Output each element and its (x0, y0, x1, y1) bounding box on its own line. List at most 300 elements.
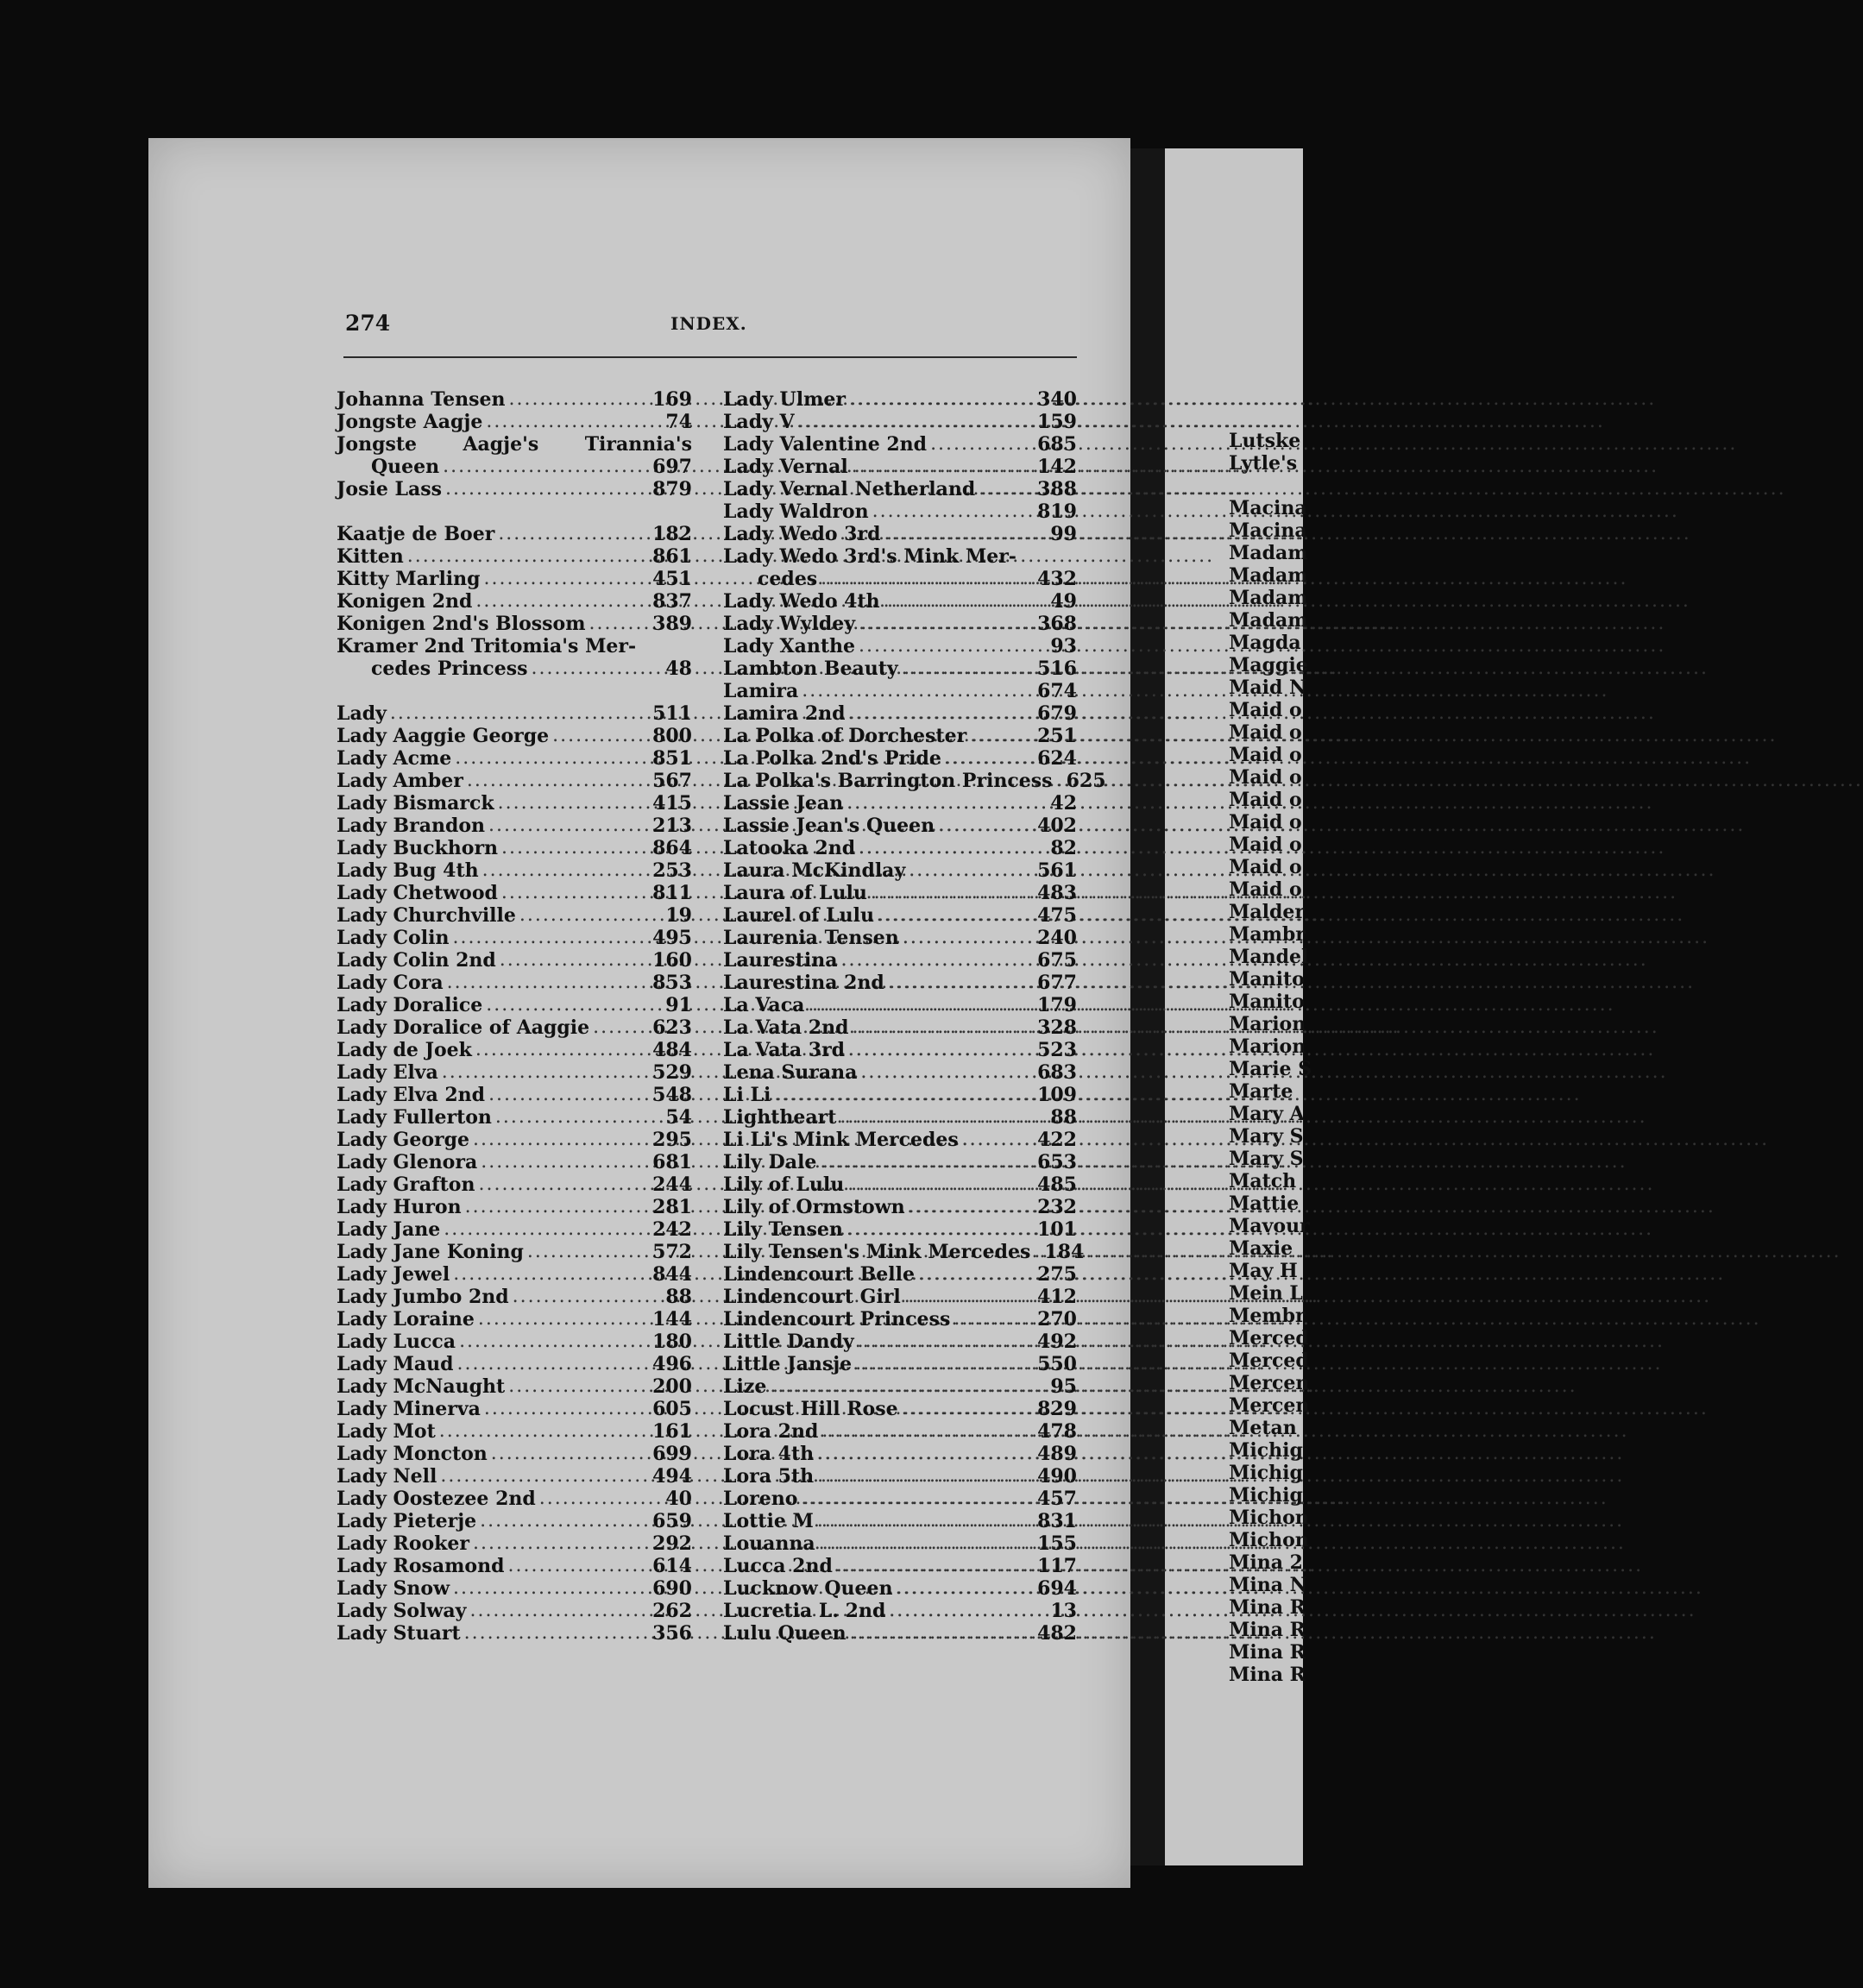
entry-page: 624 (1037, 747, 1077, 770)
entry-page: 432 (1037, 568, 1077, 590)
entry-page: 831 (1037, 1510, 1077, 1532)
entry-name: La Polka's Barrington Princess (723, 770, 1053, 792)
entry-page: 412 (1037, 1286, 1077, 1308)
entry-page: 475 (1037, 904, 1077, 927)
entry-page: 270 (1037, 1308, 1077, 1331)
entry-name: Lady Aaggie George (337, 725, 550, 747)
cropped-entry: Madam (1229, 564, 1308, 587)
entry-name: Konigen 2nd (337, 590, 473, 613)
entry-name: Kitten (337, 545, 404, 568)
entry-page: 516 (1037, 657, 1077, 680)
cropped-entry: Merced (1229, 1349, 1309, 1372)
index-entry (337, 1151, 692, 1173)
index-entry (337, 972, 692, 994)
entry-name: Lady Solway (337, 1600, 467, 1622)
entry-name: Lady Loraine (337, 1308, 475, 1331)
index-entry (337, 1443, 692, 1465)
entry-name: Lady Maud (337, 1353, 454, 1375)
entry-page: 109 (1037, 1084, 1077, 1106)
cropped-entry: Maid o (1229, 856, 1302, 878)
index-column-1 (337, 388, 692, 1645)
entry-page: 861 (652, 545, 692, 568)
entry-name: Lady George (337, 1129, 469, 1151)
entry-name: Latooka 2nd (723, 837, 856, 859)
index-entry (723, 1151, 1077, 1173)
cropped-entry: Manito (1229, 968, 1305, 991)
entry-page: 614 (652, 1555, 692, 1577)
leader-dots (457, 1353, 649, 1375)
entry-name-part: Aagje's (463, 433, 539, 456)
cropped-entry: Maggie (1229, 654, 1308, 676)
entry-name: Lily of Lulu (723, 1173, 845, 1196)
entry-name: Lady Vernal (723, 456, 848, 478)
cropped-entry: Michig (1229, 1462, 1303, 1484)
index-entry (337, 1106, 692, 1129)
entry-page: 550 (1037, 1353, 1077, 1375)
entry-name-part: Jongste (337, 433, 418, 456)
entry-name: Lassie Jean (723, 792, 844, 815)
entry-page: 295 (652, 1129, 692, 1151)
entry-page: 402 (1037, 815, 1077, 837)
entry-name: La Polka of Dorchester (723, 725, 967, 747)
entry-page: 494 (652, 1465, 692, 1488)
cropped-entry: Malder (1229, 901, 1305, 923)
index-entry (723, 657, 1077, 680)
index-entry (337, 1039, 692, 1061)
entry-name-continuation: cedes (758, 568, 818, 590)
index-entry (723, 1061, 1077, 1084)
index-entry (337, 815, 692, 837)
entry-name: Lady Colin (337, 927, 450, 949)
entry-name: Lily of Ormstown (723, 1196, 905, 1218)
entry-name: Lady Ulmer (723, 388, 846, 411)
index-entry (337, 927, 692, 949)
entry-page: 496 (652, 1353, 692, 1375)
index-entry (337, 1622, 692, 1645)
entry-page: 91 (665, 994, 692, 1016)
cropped-entry: Macina (1229, 519, 1307, 542)
entry-page: 811 (652, 882, 692, 904)
entry-page: 511 (652, 702, 692, 725)
cropped-entry: Michig (1229, 1484, 1303, 1507)
leader-dots (459, 1331, 649, 1353)
entry-page: 800 (652, 725, 692, 747)
entry-page: 483 (1037, 882, 1077, 904)
leader-dots (884, 523, 1034, 545)
entry-page: 457 (1037, 1488, 1077, 1510)
entry-page: 388 (1037, 478, 1077, 500)
cropped-entry: Maid o (1229, 789, 1302, 811)
index-entry (723, 478, 1077, 500)
leader-dots (527, 1241, 649, 1263)
cropped-entry: Marie S (1229, 1058, 1312, 1080)
leader-dots (507, 1555, 649, 1577)
index-entry (337, 613, 692, 635)
index-entry (723, 1398, 1077, 1420)
index-entry (337, 1308, 692, 1331)
entry-page: 240 (1037, 927, 1077, 949)
entry-name-continuation: Queen (371, 456, 440, 478)
leader-dots (453, 1577, 649, 1600)
entry-name: Lora 4th (723, 1443, 815, 1465)
entry-name: Lena Surana (723, 1061, 858, 1084)
entry-name: Lamira 2nd (723, 702, 846, 725)
entry-page: 694 (1037, 1577, 1077, 1600)
leader-dots (859, 613, 1034, 635)
entry-name: Lily Dale (723, 1151, 817, 1173)
entry-name: La Vaca (723, 994, 805, 1016)
leader-dots (552, 725, 649, 747)
entry-name: Lady Cora (337, 972, 444, 994)
entry-page: 54 (665, 1106, 692, 1129)
index-entry (337, 523, 692, 545)
index-entry (723, 904, 1077, 927)
entry-name: Lady Elva 2nd (337, 1084, 486, 1106)
index-entry (337, 792, 692, 815)
entry-page: 253 (652, 859, 692, 882)
leader-dots (488, 1084, 649, 1106)
leader-dots (801, 1488, 1034, 1510)
entry-page: 490 (1037, 1465, 1077, 1488)
entry-page: 144 (652, 1308, 692, 1331)
entry-page: 95 (1050, 1375, 1077, 1398)
index-entry (723, 770, 1106, 792)
index-entry (337, 1600, 692, 1622)
index-entry (337, 1263, 692, 1286)
leader-dots (531, 657, 649, 680)
entry-page: 548 (652, 1084, 692, 1106)
entry-page: 653 (1037, 1151, 1077, 1173)
entry-name: Lady Vernal Netherland (723, 478, 976, 500)
entry-page: 837 (652, 590, 692, 613)
entry-page: 690 (652, 1577, 692, 1600)
leader-dots (484, 568, 649, 590)
index-entry (337, 1084, 692, 1106)
entry-name: Laurenia Tensen (723, 927, 899, 949)
entry-name: Lady Wyldey (723, 613, 856, 635)
index-entry (337, 702, 692, 725)
entry-page: 159 (1037, 411, 1077, 433)
leader-dots (819, 1532, 1034, 1555)
entry-page: 169 (652, 388, 692, 411)
entry-name: Kaatje de Boer (337, 523, 495, 545)
index-entry (723, 1622, 1077, 1645)
cropped-entry: Mina R (1229, 1619, 1306, 1641)
leader-dots (444, 1218, 649, 1241)
entry-name: Lady Bug 4th (337, 859, 479, 882)
leader-dots (465, 1196, 649, 1218)
entry-name: Kitty Marling (337, 568, 481, 590)
entry-name-line: Kramer 2nd Tritomia's Mer- (337, 635, 637, 657)
index-entry (723, 994, 1077, 1016)
index-entry (723, 1532, 1077, 1555)
entry-name: Lamira (723, 680, 799, 702)
leader-dots (513, 1286, 649, 1308)
leader-dots (821, 568, 1034, 590)
index-entry (723, 1173, 1077, 1196)
leader-dots (945, 747, 1034, 770)
entry-page: 42 (1050, 792, 1077, 815)
leader-dots (902, 657, 1034, 680)
entry-name: Lady Glenora (337, 1151, 478, 1173)
entry-page: 625 (1066, 770, 1106, 792)
index-entry (723, 1331, 1077, 1353)
entry-name: Lindencourt Princess (723, 1308, 951, 1331)
entry-page: 179 (1037, 994, 1077, 1016)
leader-dots (407, 545, 649, 568)
index-entry (337, 411, 692, 433)
entry-name: Lady Pieterje (337, 1510, 477, 1532)
leader-dots (491, 1443, 649, 1465)
entry-name: Lady Waldron (723, 500, 869, 523)
index-entry (723, 792, 1077, 815)
entry-page: 180 (652, 1331, 692, 1353)
cropped-entry: Mina 2 (1229, 1551, 1303, 1574)
index-entry (723, 1600, 1077, 1622)
leader-dots (897, 1577, 1034, 1600)
entry-page: 251 (1037, 725, 1077, 747)
leader-dots (774, 1084, 1034, 1106)
entry-name: Lulu Queen (723, 1622, 847, 1645)
entry-page: 40 (665, 1488, 692, 1510)
leader-dots (481, 1151, 649, 1173)
leader-dots (970, 725, 1034, 747)
leader-dots (852, 456, 1034, 478)
index-entry (337, 1577, 692, 1600)
index-entry (723, 1443, 1077, 1465)
page-number: 274 (345, 311, 391, 336)
entry-page: 19 (665, 904, 692, 927)
leader-dots (498, 523, 649, 545)
leader-dots (836, 1555, 1034, 1577)
entry-page: 242 (652, 1218, 692, 1241)
leader-dots (817, 1510, 1034, 1532)
cropped-entry: Manito (1229, 991, 1305, 1013)
cropped-entry: Madam (1229, 587, 1308, 609)
entry-page: 200 (652, 1375, 692, 1398)
cropped-entry: Mattie (1229, 1192, 1300, 1215)
leader-dots (855, 1353, 1034, 1375)
index-entry (337, 1016, 692, 1039)
leader-dots (902, 1398, 1034, 1420)
index-entry (337, 994, 692, 1016)
entry-page: 484 (652, 1039, 692, 1061)
leader-dots (808, 994, 1034, 1016)
leader-dots (878, 904, 1034, 927)
entry-name: Laura of Lulu (723, 882, 867, 904)
leader-dots (859, 837, 1034, 859)
leader-dots (962, 1129, 1034, 1151)
entry-name: Lady Rosamond (337, 1555, 505, 1577)
entry-name: Lindencourt Belle (723, 1263, 915, 1286)
adjacent-page-fragments (1229, 430, 1332, 1686)
cropped-entry: Mary S (1229, 1125, 1304, 1148)
entry-name: Lady Valentine 2nd (723, 433, 928, 456)
entry-name: Konigen 2nd's Blossom (337, 613, 586, 635)
entry-name: Lady Mot (337, 1420, 436, 1443)
entry-name: Lady Elva (337, 1061, 438, 1084)
index-entry (723, 725, 1077, 747)
entry-name: Lady Minerva (337, 1398, 481, 1420)
cropped-entry: Lutske (1229, 430, 1301, 452)
index-entry (337, 882, 692, 904)
entry-name: La Vata 2nd (723, 1016, 849, 1039)
leader-dots (452, 927, 649, 949)
leader-dots (859, 635, 1034, 657)
leader-dots (1034, 1241, 1041, 1263)
leader-dots (442, 1061, 649, 1084)
leader-dots (464, 1622, 649, 1645)
entry-page: 681 (652, 1151, 692, 1173)
entry-page: 142 (1037, 456, 1077, 478)
leader-dots (847, 1173, 1034, 1196)
index-entry (337, 770, 692, 792)
entry-page: 49 (1050, 590, 1077, 613)
leader-dots (498, 792, 649, 815)
entry-page: 492 (1037, 1331, 1077, 1353)
index-entry (723, 1510, 1077, 1532)
index-entry (337, 388, 692, 411)
index-entry (337, 590, 692, 613)
cropped-entry: Mina R (1229, 1641, 1306, 1664)
leader-dots (478, 1308, 649, 1331)
entry-page: 88 (665, 1286, 692, 1308)
page-header (345, 311, 1075, 337)
leader-dots (539, 1488, 649, 1510)
entry-name: Lady Lucca (337, 1331, 456, 1353)
entry-name: Lady Oostezee 2nd (337, 1488, 536, 1510)
entry-name: La Vata 3rd (723, 1039, 846, 1061)
entry-page: 879 (652, 478, 692, 500)
cropped-entry: Marion (1229, 1035, 1306, 1058)
entry-page: 451 (652, 568, 692, 590)
leader-dots (453, 1263, 649, 1286)
index-entry (337, 1218, 692, 1241)
header-rule (343, 356, 1077, 358)
leader-dots (872, 500, 1034, 523)
entry-name: Lora 2nd (723, 1420, 819, 1443)
index-entry (723, 1353, 1077, 1375)
leader-dots (770, 1375, 1034, 1398)
leader-dots (467, 770, 649, 792)
entry-name: Lady Xanthe (723, 635, 856, 657)
leader-dots (484, 1398, 649, 1420)
index-entry (337, 1196, 692, 1218)
index-entry (337, 1353, 692, 1375)
leader-dots (903, 927, 1034, 949)
leader-dots (884, 590, 1034, 613)
entry-name: Little Dandy (723, 1331, 854, 1353)
cropped-entry: Maid o (1229, 744, 1302, 766)
entry-name: Laura McKindlay (723, 859, 906, 882)
index-entry (337, 1286, 692, 1308)
entry-name: Lady McNaught (337, 1375, 506, 1398)
index-entry (723, 1196, 1077, 1218)
entry-name: Lady Brandon (337, 815, 486, 837)
cropped-entry: Madam (1229, 542, 1308, 564)
entry-page: 675 (1037, 949, 1077, 972)
entry-name: Lady Bismarck (337, 792, 494, 815)
entry-page: 88 (1050, 1106, 1077, 1129)
entry-name: Lady Doralice of Aaggie (337, 1016, 590, 1039)
entry-page: 93 (1050, 635, 1077, 657)
cropped-entry: Maid N (1229, 676, 1307, 699)
entry-name: Lily Tensen's Mink Mercedes (723, 1241, 1031, 1263)
cropped-entry: Lytle's (1229, 452, 1298, 475)
entry-page: 82 (1050, 837, 1077, 859)
index-entry (337, 904, 692, 927)
index-entry (723, 1218, 1077, 1241)
leader-dots (390, 702, 649, 725)
leader-dots (860, 1061, 1034, 1084)
entry-name: Lady Jewel (337, 1263, 450, 1286)
index-entry (723, 1577, 1077, 1600)
leader-dots (840, 1106, 1034, 1129)
leader-dots (486, 994, 649, 1016)
cropped-entry: Mein L (1229, 1282, 1303, 1305)
index-entry (723, 433, 1077, 456)
entry-page: 853 (652, 972, 692, 994)
cropped-entry: Match (1229, 1170, 1297, 1192)
entry-name: Lora 5th (723, 1465, 815, 1488)
leader-dots (508, 388, 649, 411)
cropped-entry: Maxie (1229, 1237, 1293, 1260)
index-entry (337, 1420, 692, 1443)
entry-name: Lady Stuart (337, 1622, 461, 1645)
entry-name: Li Li's Mink Mercedes (723, 1129, 959, 1151)
leader-dots (482, 859, 649, 882)
entry-name: Lady Colin 2nd (337, 949, 496, 972)
index-entry (723, 702, 1077, 725)
entry-name: Lottie M (723, 1510, 814, 1532)
entry-name: Laurestina (723, 949, 838, 972)
entry-name: Lady Snow (337, 1577, 450, 1600)
entry-page: 561 (1037, 859, 1077, 882)
leader-dots (473, 1532, 649, 1555)
index-entry (337, 1488, 692, 1510)
leader-dots (589, 613, 649, 635)
index-entry (723, 972, 1077, 994)
entry-page: 864 (652, 837, 692, 859)
entry-name: Lady Moncton (337, 1443, 488, 1465)
index-entry (723, 1129, 1077, 1151)
index-entry (337, 1398, 692, 1420)
entry-page: 605 (652, 1398, 692, 1420)
index-entry (723, 1039, 1077, 1061)
entry-name: Josie Lass (337, 478, 442, 500)
index-entry (337, 478, 692, 500)
entry-page: 523 (1037, 1039, 1077, 1061)
leader-dots (486, 411, 649, 433)
index-entry (723, 613, 1077, 635)
entry-name-line: Lady Wedo 3rd's Mink Mer- (723, 545, 1016, 568)
leader-dots (852, 1016, 1034, 1039)
index-entry-multiline (337, 635, 692, 680)
index-entry (337, 545, 692, 568)
entry-page: 415 (652, 792, 692, 815)
entry-page: 829 (1037, 1398, 1077, 1420)
entry-name: Lady Doralice (337, 994, 483, 1016)
entry-page: 659 (652, 1510, 692, 1532)
index-entry (337, 1532, 692, 1555)
cropped-entry: Mambr (1229, 923, 1306, 946)
leader-dots (519, 904, 649, 927)
entry-page: 819 (1037, 500, 1077, 523)
index-entry (723, 1286, 1077, 1308)
leader-dots (445, 478, 649, 500)
index-entry (723, 680, 1077, 702)
cropped-entry: Mina R (1229, 1596, 1306, 1619)
